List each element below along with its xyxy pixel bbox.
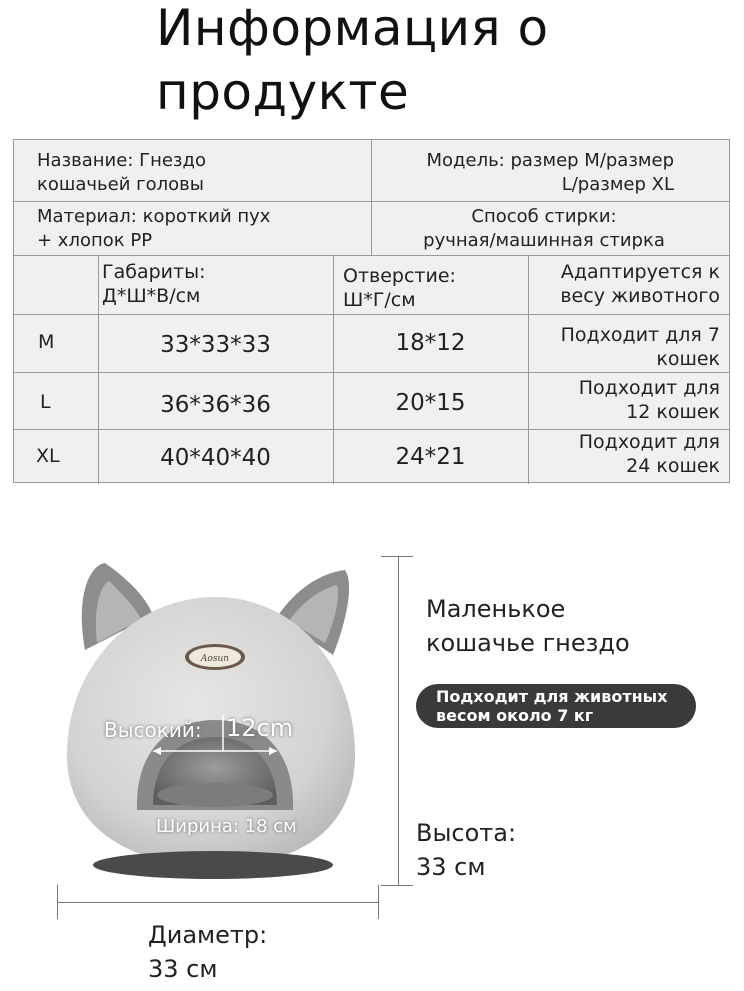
width-label: Ширина: 18 см: [156, 816, 297, 837]
height-value: 33 см: [416, 853, 486, 881]
material-cell: [37, 205, 270, 253]
dims-m: 33*33*33: [160, 332, 271, 358]
dims-header: [102, 260, 205, 308]
hole-header-label: Отверстие:: [343, 265, 456, 287]
name-cell: [37, 149, 206, 197]
hole-m: 18*12: [395, 330, 466, 356]
fit-l: [532, 376, 720, 424]
dims-l: 36*36*36: [160, 392, 271, 418]
material-value: + хлопок PP: [37, 230, 153, 251]
cat-bed-photo: [45, 555, 385, 920]
hole-l: 20*15: [395, 390, 466, 416]
size-m: M: [38, 331, 55, 353]
fit-l-line2: 12 кошек: [626, 401, 720, 423]
diameter-tick-right: [378, 885, 379, 919]
height-title: Высота:: [416, 819, 517, 847]
spec-table: [13, 139, 730, 483]
diameter-label: [148, 918, 267, 986]
caption-line2: кошачье гнездо: [426, 629, 630, 657]
fit-l-line1: Подходит для: [578, 377, 720, 399]
fit-m-line1: Подходит для 7: [560, 324, 720, 346]
hole-header-unit: Ш*Г/см: [343, 289, 416, 311]
table-divider: [371, 140, 372, 255]
wash-cell: [384, 205, 704, 253]
height-tick-bottom: [381, 885, 413, 886]
diameter-line: [57, 902, 379, 903]
fit-m: [532, 323, 720, 371]
caption-line1: Маленькое: [426, 595, 566, 623]
height-line: [398, 556, 399, 886]
fit-xl-line2: 24 кошек: [626, 455, 720, 477]
size-l: L: [40, 391, 51, 413]
pill-line2: весом около 7 кг: [436, 706, 594, 725]
model-value: L/размер XL: [561, 174, 674, 195]
table-divider: [14, 255, 729, 256]
height-label: [416, 816, 516, 884]
fit-xl: [532, 430, 720, 478]
model-cell: [384, 149, 674, 197]
tall-value: 12cm: [226, 714, 294, 742]
diameter-tick-left: [57, 885, 58, 919]
diameter-value: 33 см: [148, 955, 218, 983]
weight-header-unit: весу животного: [560, 285, 720, 307]
table-divider: [14, 372, 729, 373]
diameter-title: Диаметр:: [148, 921, 268, 949]
product-caption: [426, 592, 630, 660]
fit-m-line2: кошек: [656, 348, 720, 370]
material-label: Материал: короткий пух: [37, 206, 271, 227]
weight-pill: [416, 684, 696, 728]
bed-base: [93, 851, 333, 879]
name-value: кошачьей головы: [37, 174, 204, 195]
dims-xl: 40*40*40: [160, 445, 271, 471]
wash-value: ручная/машинная стирка: [423, 230, 665, 251]
page-title: Информация о продукте: [156, 0, 549, 121]
fit-xl-line1: Подходит для: [578, 431, 720, 453]
name-label: Название: Гнездо: [37, 150, 206, 171]
model-label: Модель: размер M/размер: [426, 150, 674, 171]
table-divider: [14, 314, 729, 315]
dims-header-label: Габариты:: [102, 261, 206, 283]
table-divider: [528, 255, 529, 484]
wash-label: Способ стирки:: [471, 206, 617, 227]
pill-line1: Подходит для животных: [436, 687, 668, 706]
weight-header-label: Адаптируется к: [560, 261, 720, 283]
brand-badge-text: Aosun: [200, 654, 230, 664]
tall-label: Высокий:: [104, 718, 202, 742]
dims-header-unit: Д*Ш*В/см: [102, 285, 201, 307]
hole-header: [343, 264, 456, 312]
size-xl: XL: [36, 445, 60, 467]
height-tick-top: [381, 556, 413, 557]
weight-header: [532, 260, 720, 308]
hole-xl: 24*21: [395, 444, 466, 470]
